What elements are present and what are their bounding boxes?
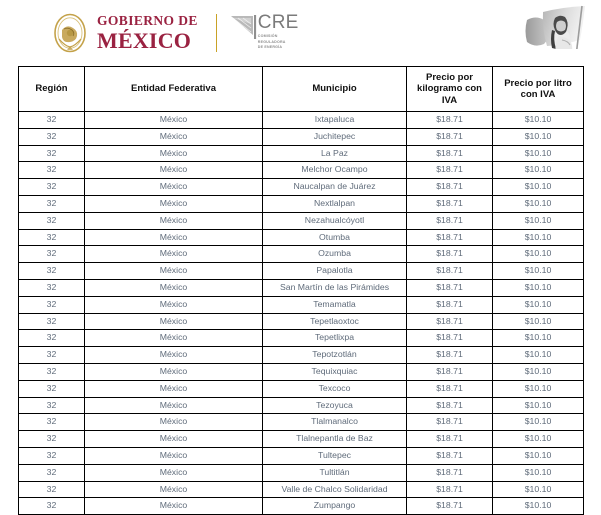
cell-entidad: México [85, 414, 263, 431]
column-header-precio-lt: Precio por litro con IVA [493, 67, 584, 112]
page-header [0, 0, 601, 66]
cell-precio-kg: $18.71 [407, 498, 493, 515]
cell-region: 32 [19, 229, 85, 246]
cell-entidad: México [85, 179, 263, 196]
column-header-region: Región [19, 67, 85, 112]
cre-acronym: CRE [257, 12, 299, 33]
table-row [19, 112, 584, 129]
cell-entidad: México [85, 330, 263, 347]
cell-entidad: México [85, 397, 263, 414]
cell-entidad: México [85, 296, 263, 313]
cell-entidad: México [85, 447, 263, 464]
table-row [19, 498, 584, 515]
column-header-municipio: Municipio [263, 67, 407, 112]
cell-precio-kg: $18.71 [407, 347, 493, 364]
cell-precio-kg: $18.71 [407, 246, 493, 263]
cell-precio-lt: $10.10 [493, 447, 584, 464]
cell-entidad: México [85, 313, 263, 330]
cell-region: 32 [19, 313, 85, 330]
cell-municipio: Ixtapaluca [263, 112, 407, 129]
column-header-entidad: Entidad Federativa [85, 67, 263, 112]
cell-municipio: Tequixquiac [263, 363, 407, 380]
government-brand-group [52, 9, 299, 57]
cell-precio-lt: $10.10 [493, 330, 584, 347]
cre-subtitle-line2: REGULADORA [257, 39, 286, 44]
table-header [19, 67, 584, 112]
cell-region: 32 [19, 279, 85, 296]
cell-precio-lt: $10.10 [493, 263, 584, 280]
cell-region: 32 [19, 162, 85, 179]
table-body [19, 112, 584, 515]
column-header-precio-kg: Precio por kilogramo con IVA [407, 67, 493, 112]
table-row [19, 179, 584, 196]
cell-precio-lt: $10.10 [493, 481, 584, 498]
cell-precio-lt: $10.10 [493, 498, 584, 515]
cre-triangle-mark-icon [231, 15, 257, 39]
cell-precio-kg: $18.71 [407, 128, 493, 145]
cell-region: 32 [19, 498, 85, 515]
cell-precio-lt: $10.10 [493, 229, 584, 246]
cell-municipio: Naucalpan de Juárez [263, 179, 407, 196]
cell-precio-kg: $18.71 [407, 414, 493, 431]
cell-precio-lt: $10.10 [493, 145, 584, 162]
cell-precio-lt: $10.10 [493, 195, 584, 212]
cell-municipio: San Martín de las Pirámides [263, 279, 407, 296]
cell-precio-kg: $18.71 [407, 397, 493, 414]
cell-precio-lt: $10.10 [493, 397, 584, 414]
cell-municipio: Melchor Ocampo [263, 162, 407, 179]
cell-region: 32 [19, 128, 85, 145]
brand-divider [216, 14, 217, 52]
cell-municipio: Papalotla [263, 263, 407, 280]
cell-municipio: Tlalnepantla de Baz [263, 431, 407, 448]
cell-municipio: Temamatla [263, 296, 407, 313]
cell-precio-kg: $18.71 [407, 464, 493, 481]
cell-municipio: Tepetlixpa [263, 330, 407, 347]
table-row [19, 481, 584, 498]
cell-precio-lt: $10.10 [493, 347, 584, 364]
cre-subtitle-line1: COMISIÓN [257, 34, 278, 38]
cell-entidad: México [85, 128, 263, 145]
table-row [19, 347, 584, 364]
cell-precio-kg: $18.71 [407, 229, 493, 246]
cell-municipio: Tepotzotlán [263, 347, 407, 364]
cell-precio-lt: $10.10 [493, 363, 584, 380]
cell-precio-lt: $10.10 [493, 279, 584, 296]
cell-precio-kg: $18.71 [407, 145, 493, 162]
cell-precio-lt: $10.10 [493, 414, 584, 431]
cell-region: 32 [19, 464, 85, 481]
cell-region: 32 [19, 296, 85, 313]
cell-entidad: México [85, 195, 263, 212]
cell-municipio: Tultepec [263, 447, 407, 464]
cell-precio-kg: $18.71 [407, 162, 493, 179]
cell-region: 32 [19, 397, 85, 414]
government-line2: MÉXICO [97, 27, 192, 53]
cell-region: 32 [19, 447, 85, 464]
cell-region: 32 [19, 212, 85, 229]
price-table-container [18, 66, 583, 515]
cell-precio-kg: $18.71 [407, 431, 493, 448]
cell-region: 32 [19, 431, 85, 448]
cell-precio-lt: $10.10 [493, 296, 584, 313]
cell-region: 32 [19, 481, 85, 498]
table-row [19, 145, 584, 162]
table-row [19, 431, 584, 448]
cell-entidad: México [85, 229, 263, 246]
table-row [19, 263, 584, 280]
cell-municipio: Tultitlán [263, 464, 407, 481]
cell-region: 32 [19, 330, 85, 347]
mexican-coat-of-arms-icon [52, 13, 88, 53]
cell-precio-kg: $18.71 [407, 330, 493, 347]
table-row [19, 380, 584, 397]
woman-with-mexican-flag-illustration [521, 4, 593, 60]
cell-municipio: Tezoyuca [263, 397, 407, 414]
cell-entidad: México [85, 431, 263, 448]
cell-entidad: México [85, 380, 263, 397]
cell-precio-kg: $18.71 [407, 481, 493, 498]
table-row [19, 313, 584, 330]
cell-entidad: México [85, 363, 263, 380]
cell-municipio: Ozumba [263, 246, 407, 263]
cell-entidad: México [85, 112, 263, 129]
cell-entidad: México [85, 498, 263, 515]
cell-municipio: Texcoco [263, 380, 407, 397]
cell-region: 32 [19, 347, 85, 364]
cell-region: 32 [19, 112, 85, 129]
cell-precio-lt: $10.10 [493, 431, 584, 448]
table-row [19, 212, 584, 229]
cell-precio-lt: $10.10 [493, 464, 584, 481]
table-row [19, 464, 584, 481]
cell-entidad: México [85, 279, 263, 296]
government-line1: GOBIERNO DE [97, 13, 198, 29]
cre-wordblock [258, 13, 299, 50]
cell-precio-lt: $10.10 [493, 162, 584, 179]
cell-municipio: Nextlalpan [263, 195, 407, 212]
cell-entidad: México [85, 246, 263, 263]
cell-municipio: Tepetlaoxtoc [263, 313, 407, 330]
cell-precio-lt: $10.10 [493, 128, 584, 145]
cell-municipio: Valle de Chalco Solidaridad [263, 481, 407, 498]
cell-precio-kg: $18.71 [407, 447, 493, 464]
cell-precio-kg: $18.71 [407, 212, 493, 229]
table-row [19, 162, 584, 179]
cell-region: 32 [19, 414, 85, 431]
table-row [19, 195, 584, 212]
cre-subtitle-line3: DE ENERGÍA [257, 45, 283, 50]
cell-region: 32 [19, 380, 85, 397]
cell-entidad: México [85, 212, 263, 229]
cell-entidad: México [85, 145, 263, 162]
cell-precio-lt: $10.10 [493, 179, 584, 196]
cell-precio-lt: $10.10 [493, 246, 584, 263]
cell-municipio: La Paz [263, 145, 407, 162]
cell-precio-lt: $10.10 [493, 313, 584, 330]
cre-logo [231, 13, 299, 53]
cell-municipio: Nezahualcóyotl [263, 212, 407, 229]
cell-region: 32 [19, 263, 85, 280]
cell-region: 32 [19, 363, 85, 380]
table-row [19, 330, 584, 347]
cell-precio-kg: $18.71 [407, 279, 493, 296]
cell-entidad: México [85, 263, 263, 280]
table-row [19, 447, 584, 464]
table-row [19, 296, 584, 313]
cell-municipio: Tlalmanalco [263, 414, 407, 431]
cell-region: 32 [19, 179, 85, 196]
table-row [19, 414, 584, 431]
table-row [19, 128, 584, 145]
cell-precio-lt: $10.10 [493, 380, 584, 397]
cell-municipio: Juchitepec [263, 128, 407, 145]
government-wordmark [97, 14, 198, 52]
cell-precio-kg: $18.71 [407, 195, 493, 212]
cell-precio-kg: $18.71 [407, 179, 493, 196]
table-row [19, 397, 584, 414]
cell-precio-lt: $10.10 [493, 212, 584, 229]
table-header-row [19, 67, 584, 112]
cell-precio-kg: $18.71 [407, 263, 493, 280]
cell-precio-kg: $18.71 [407, 313, 493, 330]
table-row [19, 363, 584, 380]
lp-gas-price-table [18, 66, 584, 515]
table-row [19, 229, 584, 246]
table-row [19, 246, 584, 263]
cell-municipio: Otumba [263, 229, 407, 246]
cell-entidad: México [85, 464, 263, 481]
cell-municipio: Zumpango [263, 498, 407, 515]
cell-region: 32 [19, 246, 85, 263]
cell-entidad: México [85, 481, 263, 498]
cell-precio-kg: $18.71 [407, 363, 493, 380]
cell-precio-lt: $10.10 [493, 112, 584, 129]
cell-precio-kg: $18.71 [407, 112, 493, 129]
cell-precio-kg: $18.71 [407, 296, 493, 313]
table-row [19, 279, 584, 296]
cell-region: 32 [19, 195, 85, 212]
cell-entidad: México [85, 162, 263, 179]
cell-precio-kg: $18.71 [407, 380, 493, 397]
cell-region: 32 [19, 145, 85, 162]
cell-entidad: México [85, 347, 263, 364]
